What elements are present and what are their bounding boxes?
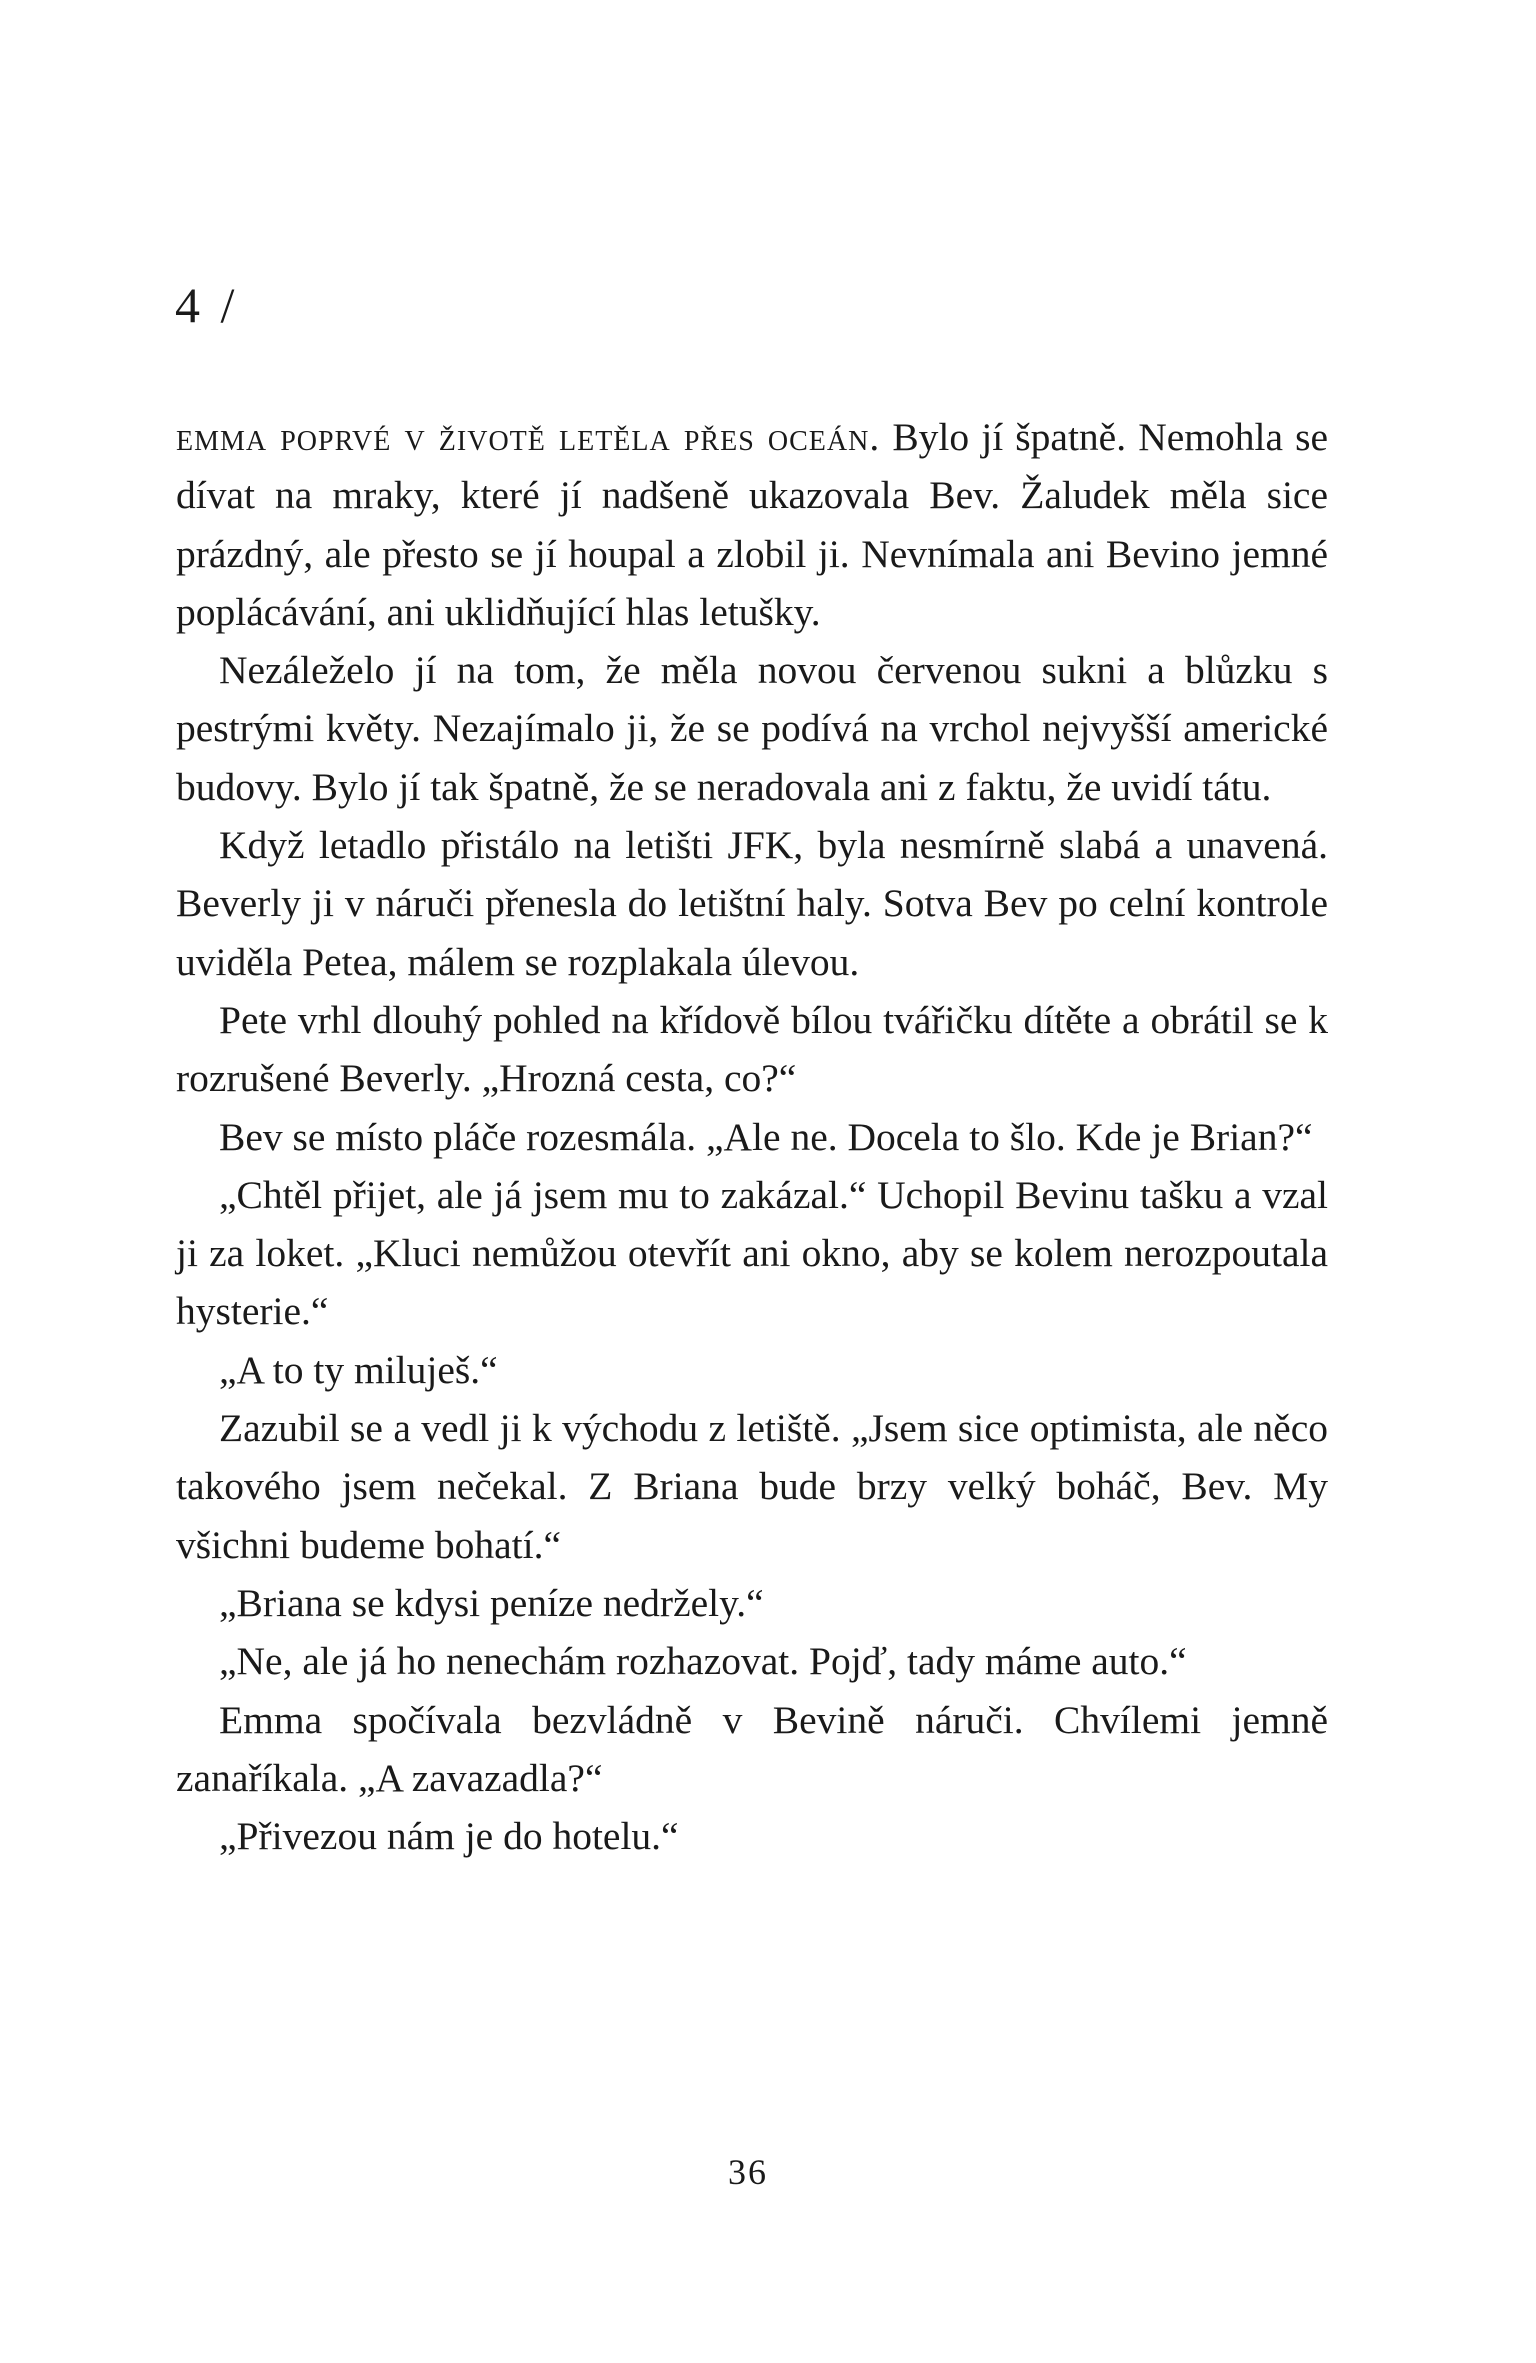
paragraph: Bev se místo pláče rozesmála. „Ale ne. Docela to šlo. Kde je Brian?“ xyxy=(219,1114,1313,1159)
paragraph: Pete vrhl dlouhý pohled na křídově bílou tvářičku dítěte a obrátil se k rozrušené Beverly. „Hrozná cesta, co?“ xyxy=(176,997,1328,1101)
chapter-number: 4 / xyxy=(175,277,239,333)
paragraph: „Briana se kdysi peníze nedržely.“ xyxy=(219,1580,764,1625)
page-number: 36 xyxy=(728,2152,768,2192)
paragraph: Emma spočívala bezvládně v Bevině náruči. Chvílemi jemně zanaříkala. „A zavazadla?“ xyxy=(176,1697,1328,1800)
paragraph: Když letadlo přistálo na letišti JFK, byla nesmírně slabá a unavená. Beverly ji v náruči přenesla do letištní haly. Sotva Bev po celní kontrole uviděla Petea, málem se rozplakala úlevou. xyxy=(176,823,1328,984)
paragraph: „A to ty miluješ.“ xyxy=(219,1347,498,1392)
opening-small-caps: emma poprvé v životě letěla přes oceán. xyxy=(176,415,881,459)
opening-text: Bylo jí špatně. Nemohla se dívat na mraky, které jí nadšeně ukazovala Bev. Žaludek měla sice prázdný, ale přesto se jí houpal a zlobil ji. Nevnímala ani Bevino jemné poplácávání, ani uklidňující hlas letušky. xyxy=(176,415,1329,634)
paragraph: „Přivezou nám je do hotelu.“ xyxy=(219,1814,679,1859)
body-text xyxy=(176,408,1328,1865)
opening-paragraph xyxy=(176,408,1328,641)
paragraph: Nezáleželo jí na tom, že měla novou červenou sukni a blůzku s pestrými květy. Nezajímalo ji, že se podívá na vrchol nejvyšší americké budovy. Bylo jí tak špatně, že se neradovala ani z faktu, že uvidí tátu. xyxy=(176,648,1328,809)
paragraph: „Chtěl přijet, ale já jsem mu to zakázal.“ Uchopil Bevinu tašku a vzal ji za loket. „Kluci nemůžou otevřít ani okno, aby se kolem nerozpoutala hysterie.“ xyxy=(176,1172,1328,1334)
paragraph: Zazubil se a vedl ji k východu z letiště. „Jsem sice optimista, ale něco takového jsem nečekal. Z Briana bude brzy velký boháč, Bev. My všichni budeme bohatí.“ xyxy=(176,1406,1328,1567)
paragraph: „Ne, ale já ho nenechám rozhazovat. Pojď, tady máme auto.“ xyxy=(219,1639,1187,1684)
